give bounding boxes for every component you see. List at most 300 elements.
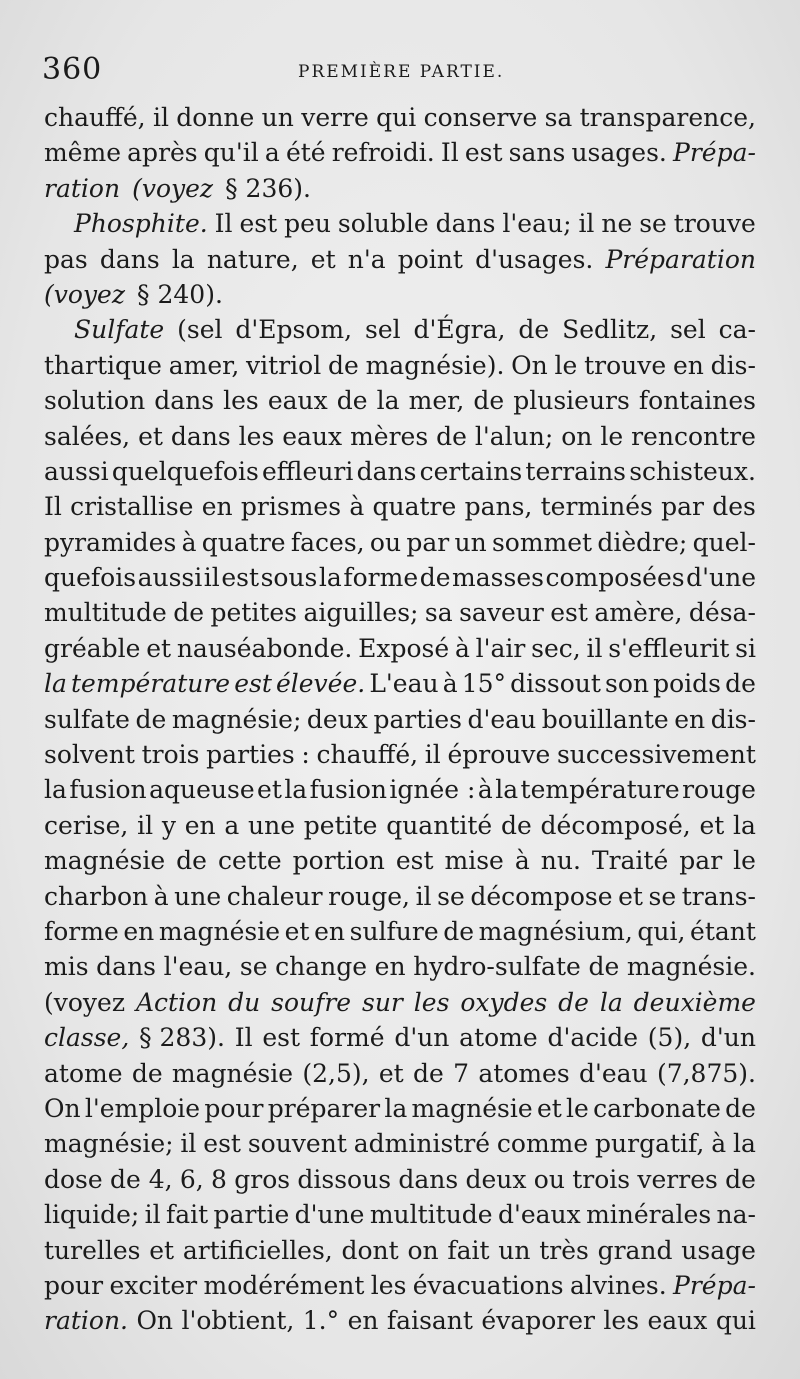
word: à xyxy=(442,669,458,699)
word: trois xyxy=(141,740,200,770)
word: deuxième xyxy=(633,987,756,1017)
word: point xyxy=(397,244,463,274)
word: le xyxy=(600,421,624,451)
word: de xyxy=(173,598,205,628)
word: Il xyxy=(440,138,459,168)
word: nature, xyxy=(206,244,299,274)
word: usages. xyxy=(571,138,667,168)
word: de xyxy=(135,704,167,734)
word: de xyxy=(558,987,589,1017)
word: aussi xyxy=(44,456,109,486)
word: classe, xyxy=(44,1023,130,1053)
word: Prépa- xyxy=(673,1270,756,1300)
word: la xyxy=(376,386,400,416)
word: de xyxy=(588,952,620,982)
text-line xyxy=(44,242,756,277)
word: eaux xyxy=(267,386,328,416)
word: peu xyxy=(284,209,331,239)
word: certains xyxy=(419,456,523,486)
word: amère, xyxy=(594,598,683,628)
word: Phosphite. xyxy=(74,209,208,239)
page-header xyxy=(42,52,762,92)
word: sulfate xyxy=(44,704,130,734)
word: et xyxy=(284,916,310,946)
word: son xyxy=(605,669,650,699)
word: transparence, xyxy=(579,103,756,132)
word: terrains xyxy=(525,456,626,486)
word: forme xyxy=(44,916,119,946)
word: la xyxy=(318,563,342,593)
word: éprouve xyxy=(447,740,551,770)
word: pyramides xyxy=(44,527,177,557)
word: d'acide xyxy=(547,1023,639,1053)
word: d'un xyxy=(700,1023,756,1053)
word: sec, xyxy=(531,633,581,663)
word: la xyxy=(44,775,67,805)
word: sa xyxy=(424,598,453,628)
word: solvent xyxy=(44,740,135,770)
word: de xyxy=(131,1058,163,1088)
word: terminés xyxy=(540,492,653,522)
word: la xyxy=(171,244,195,274)
running-title: PREMIÈRE PARTIE. xyxy=(298,62,505,82)
word: après xyxy=(127,138,198,168)
word: en xyxy=(123,916,155,946)
word: très xyxy=(539,1235,589,1265)
word: d'une xyxy=(686,563,756,593)
word: en xyxy=(184,810,216,840)
text-line xyxy=(44,631,756,666)
word: gros xyxy=(234,1164,291,1194)
word: § 283). xyxy=(139,1023,225,1053)
word: On xyxy=(44,1093,81,1123)
word: l'eau; xyxy=(502,209,572,239)
word: est xyxy=(262,1023,301,1053)
word: chauffé, xyxy=(316,740,419,770)
word: conserve xyxy=(423,103,538,132)
word: et xyxy=(536,1093,562,1123)
word: magnésie xyxy=(171,1058,294,1088)
word: na- xyxy=(716,1200,756,1230)
text-line xyxy=(44,1303,756,1338)
word: l'emploie xyxy=(84,1093,201,1123)
word: d'eau xyxy=(467,704,537,734)
word: de 4, xyxy=(109,1164,173,1194)
word: les xyxy=(238,421,275,451)
word: hydro-sulfate xyxy=(413,952,581,982)
word: poids xyxy=(653,669,722,699)
word: on xyxy=(561,421,593,451)
word: aiguilles; xyxy=(303,598,419,628)
text-line xyxy=(44,702,756,737)
word: quatre xyxy=(372,492,457,522)
word: a xyxy=(224,810,240,840)
word: faisant xyxy=(386,1306,473,1336)
word: il xyxy=(586,633,603,663)
word: est xyxy=(550,598,588,628)
word: de xyxy=(436,421,467,451)
text-line xyxy=(44,949,756,984)
word: soufre xyxy=(271,987,352,1017)
word: il xyxy=(424,740,441,770)
word: et xyxy=(257,775,282,805)
word: rouge, xyxy=(328,881,410,911)
word: plusieurs xyxy=(513,386,630,416)
word: ration xyxy=(44,173,121,203)
word: rouge xyxy=(682,775,756,805)
word: parties xyxy=(373,704,462,734)
word: mis xyxy=(44,952,89,982)
word: salées, xyxy=(44,421,131,451)
text-line xyxy=(44,383,756,418)
word: pour xyxy=(44,1270,104,1300)
word: verres xyxy=(637,1164,718,1194)
word: (sel xyxy=(177,315,223,345)
word: nauséabonde. xyxy=(176,633,353,663)
word: change xyxy=(275,952,368,982)
word: se xyxy=(437,881,465,911)
word: en xyxy=(314,916,345,946)
word: il xyxy=(415,881,432,911)
text-line xyxy=(44,277,756,312)
word: petite xyxy=(303,810,378,840)
word: il xyxy=(137,810,154,840)
word: à xyxy=(477,775,493,805)
word: en xyxy=(347,1306,379,1336)
word: On xyxy=(511,350,548,380)
text-line xyxy=(44,1091,756,1126)
word: désa- xyxy=(688,598,756,628)
word: sel xyxy=(670,315,706,345)
word: de xyxy=(725,669,756,699)
word: 7 xyxy=(453,1058,470,1088)
word: quelquefois xyxy=(111,456,259,486)
text-line xyxy=(44,666,756,701)
word: évacuations xyxy=(412,1270,564,1300)
word: à xyxy=(181,527,197,557)
text-line xyxy=(44,560,756,595)
word: (2,5), xyxy=(302,1058,370,1088)
word: (7,875). xyxy=(656,1058,756,1088)
word: décomposé, xyxy=(540,810,691,840)
word: l'air xyxy=(475,633,526,663)
word: administré xyxy=(353,1129,491,1159)
word: liquide; xyxy=(44,1200,140,1230)
word: magnésie xyxy=(411,1093,533,1123)
word: dans xyxy=(356,456,417,486)
word: dans xyxy=(154,386,215,416)
word: on xyxy=(407,1235,439,1265)
word: par xyxy=(406,527,450,557)
word: un xyxy=(454,527,487,557)
word: forme xyxy=(343,563,419,593)
text-line xyxy=(44,100,756,135)
word: Il xyxy=(214,209,233,239)
word: Traité xyxy=(591,846,669,876)
word: et xyxy=(618,881,643,911)
word: aussi xyxy=(137,563,203,593)
word: un xyxy=(261,103,294,132)
word: deux xyxy=(306,704,368,734)
word: (voyez xyxy=(44,279,126,309)
word: une xyxy=(174,881,222,911)
text-line xyxy=(44,1020,756,1055)
word: eaux xyxy=(647,1306,708,1336)
word: verre xyxy=(301,103,369,132)
word: de xyxy=(473,386,505,416)
word: fait xyxy=(166,1200,209,1230)
word: quatre xyxy=(201,527,286,557)
text-line xyxy=(44,489,756,524)
word: alvines. xyxy=(569,1270,667,1300)
word: purgatif, xyxy=(595,1129,705,1159)
word: étant xyxy=(690,916,756,946)
word: ration. xyxy=(44,1306,128,1336)
word: est xyxy=(464,138,503,168)
word: et xyxy=(138,421,163,451)
text-line xyxy=(44,1162,756,1197)
word: (voyez xyxy=(132,173,214,203)
word: eaux xyxy=(282,421,343,451)
word: mères xyxy=(350,421,429,451)
word: n'a xyxy=(347,244,386,274)
word: multitude xyxy=(369,1200,493,1230)
word: à xyxy=(711,1129,727,1159)
word: soluble xyxy=(337,209,429,239)
text-line xyxy=(44,525,756,560)
word: la xyxy=(733,1129,756,1159)
word: vitriol xyxy=(246,350,322,380)
word: il xyxy=(152,103,169,132)
word: dans xyxy=(99,244,160,274)
word: Sulfate xyxy=(74,315,165,345)
word: température xyxy=(71,669,231,699)
word: artificielles, xyxy=(182,1235,333,1265)
word: chaleur xyxy=(226,881,323,911)
word: sulfure xyxy=(349,916,439,946)
word: § 240). xyxy=(137,279,223,309)
word: fontaines xyxy=(638,386,756,416)
word: dans xyxy=(96,952,156,982)
word: mer, xyxy=(408,386,465,416)
word: amer, xyxy=(168,350,240,380)
word: évaporer xyxy=(481,1306,595,1336)
word: la xyxy=(284,775,308,805)
word: une xyxy=(248,810,296,840)
word: la xyxy=(733,810,756,840)
word: nu. xyxy=(540,846,581,876)
word: se xyxy=(639,209,667,239)
word: souvent xyxy=(247,1129,347,1159)
word: à xyxy=(454,633,470,663)
word: prismes xyxy=(240,492,342,522)
text-line xyxy=(44,348,756,383)
word: décompose xyxy=(470,881,613,911)
word: donne xyxy=(176,103,255,132)
word: trois xyxy=(572,1164,631,1194)
word: en xyxy=(374,952,406,982)
word: gréable xyxy=(44,633,141,663)
word: dose xyxy=(44,1164,103,1194)
word: trans- xyxy=(681,881,756,911)
word: ou xyxy=(369,527,402,557)
word: qui xyxy=(715,1306,756,1336)
word: (voyez xyxy=(44,987,126,1017)
word: qui xyxy=(376,103,417,132)
word: pans, xyxy=(464,492,533,522)
text-line xyxy=(44,1197,756,1232)
word: est xyxy=(239,209,278,239)
word: les xyxy=(370,1270,407,1300)
text-line xyxy=(44,171,756,206)
word: l'eau, xyxy=(163,952,233,982)
text-line xyxy=(44,312,756,347)
word: dissous xyxy=(297,1164,392,1194)
word: il xyxy=(578,209,595,239)
word: magnésie; xyxy=(44,1129,174,1159)
word: Préparation xyxy=(605,244,756,274)
word: se xyxy=(239,952,268,982)
text-line xyxy=(44,1056,756,1091)
word: d'eaux xyxy=(497,1200,581,1230)
word: minérales xyxy=(586,1200,712,1230)
word: et xyxy=(378,1058,404,1088)
word: les xyxy=(603,1306,640,1336)
word: l'obtient, xyxy=(181,1306,295,1336)
word: de xyxy=(725,1164,756,1194)
word: un xyxy=(498,1235,531,1265)
word: cette xyxy=(217,846,282,876)
word: il xyxy=(144,1200,161,1230)
word: rencontre xyxy=(631,421,756,451)
word: magnésium, xyxy=(478,916,633,946)
text-line xyxy=(44,206,756,241)
word: de xyxy=(725,1093,756,1123)
word: saveur xyxy=(459,598,544,628)
word: (5), xyxy=(647,1023,692,1053)
word: qui, xyxy=(637,916,686,946)
word: Il xyxy=(44,492,62,522)
word: même xyxy=(44,138,122,168)
word: partie xyxy=(213,1200,290,1230)
word: s'effleurit xyxy=(608,633,730,663)
word: effleuri xyxy=(261,456,354,486)
word: il xyxy=(180,1129,197,1159)
word: à xyxy=(514,846,530,876)
word: Prépa- xyxy=(673,138,756,168)
word: la xyxy=(384,1093,408,1123)
text-line xyxy=(44,808,756,843)
word: 8 xyxy=(211,1164,227,1194)
word: parties xyxy=(206,740,295,770)
word: de xyxy=(500,810,532,840)
word: dont xyxy=(341,1235,399,1265)
word: aqueuse xyxy=(149,775,255,805)
word: a xyxy=(264,138,280,168)
word: le xyxy=(566,1093,589,1123)
word: dis- xyxy=(710,350,756,380)
word: de xyxy=(336,386,368,416)
page-number: 360 xyxy=(42,52,103,87)
word: pour xyxy=(204,1093,264,1123)
word: usage xyxy=(681,1235,756,1265)
text-line xyxy=(44,737,756,772)
word: d'une xyxy=(294,1200,365,1230)
word: On xyxy=(136,1306,174,1336)
word: deux xyxy=(465,1164,527,1194)
word: et xyxy=(146,633,172,663)
text-line xyxy=(44,454,756,489)
word: 1.° xyxy=(302,1306,340,1336)
word: en xyxy=(674,704,706,734)
word: d'Epsom, xyxy=(235,315,353,345)
word: trouve xyxy=(673,209,756,239)
word: modérément xyxy=(203,1270,365,1300)
word: se xyxy=(648,881,677,911)
word: les xyxy=(413,987,450,1017)
word: qu'il xyxy=(203,138,259,168)
word: dissout xyxy=(510,669,601,699)
word: des xyxy=(712,492,756,522)
word: le xyxy=(733,846,756,876)
word: magnésie xyxy=(44,846,166,876)
word: la xyxy=(495,775,519,805)
word: à xyxy=(153,881,169,911)
text-line xyxy=(44,772,756,807)
word: quefois xyxy=(44,563,137,593)
word: élevée. xyxy=(275,669,366,699)
word: est xyxy=(203,1129,241,1159)
word: sa xyxy=(544,103,573,132)
word: d'Égra, xyxy=(413,315,506,345)
word: en xyxy=(672,350,704,380)
word: cristallise xyxy=(70,492,194,522)
word: chauffé, xyxy=(44,103,146,132)
word: ca- xyxy=(718,315,756,345)
word: formé xyxy=(309,1023,385,1053)
word: masses xyxy=(452,563,544,593)
word: l'alun; xyxy=(474,421,554,451)
word: fusion xyxy=(309,775,387,805)
word: magnésie). xyxy=(365,350,505,380)
word: L'eau xyxy=(369,669,439,699)
word: fait xyxy=(447,1235,490,1265)
word: exciter xyxy=(109,1270,198,1300)
word: fusion xyxy=(69,775,147,805)
word: bouillante xyxy=(541,704,669,734)
word: magnésie; xyxy=(171,704,302,734)
word: pas xyxy=(44,244,88,274)
text-line xyxy=(44,914,756,949)
word: de xyxy=(176,846,207,876)
word: par xyxy=(679,846,723,876)
word: trouve xyxy=(584,350,667,380)
word: préparer xyxy=(267,1093,381,1123)
word: d'eau xyxy=(578,1058,648,1088)
word: à xyxy=(349,492,365,522)
word: dans xyxy=(435,209,496,239)
word: Exposé xyxy=(358,633,450,663)
word: Action xyxy=(135,987,218,1017)
word: turelles xyxy=(44,1235,141,1265)
word: sans xyxy=(508,138,566,168)
word: composées xyxy=(545,563,685,593)
word: de xyxy=(327,350,359,380)
text-line xyxy=(44,879,756,914)
word: faces, xyxy=(290,527,365,557)
word: schisteux. xyxy=(629,456,756,486)
word: dans xyxy=(170,421,231,451)
